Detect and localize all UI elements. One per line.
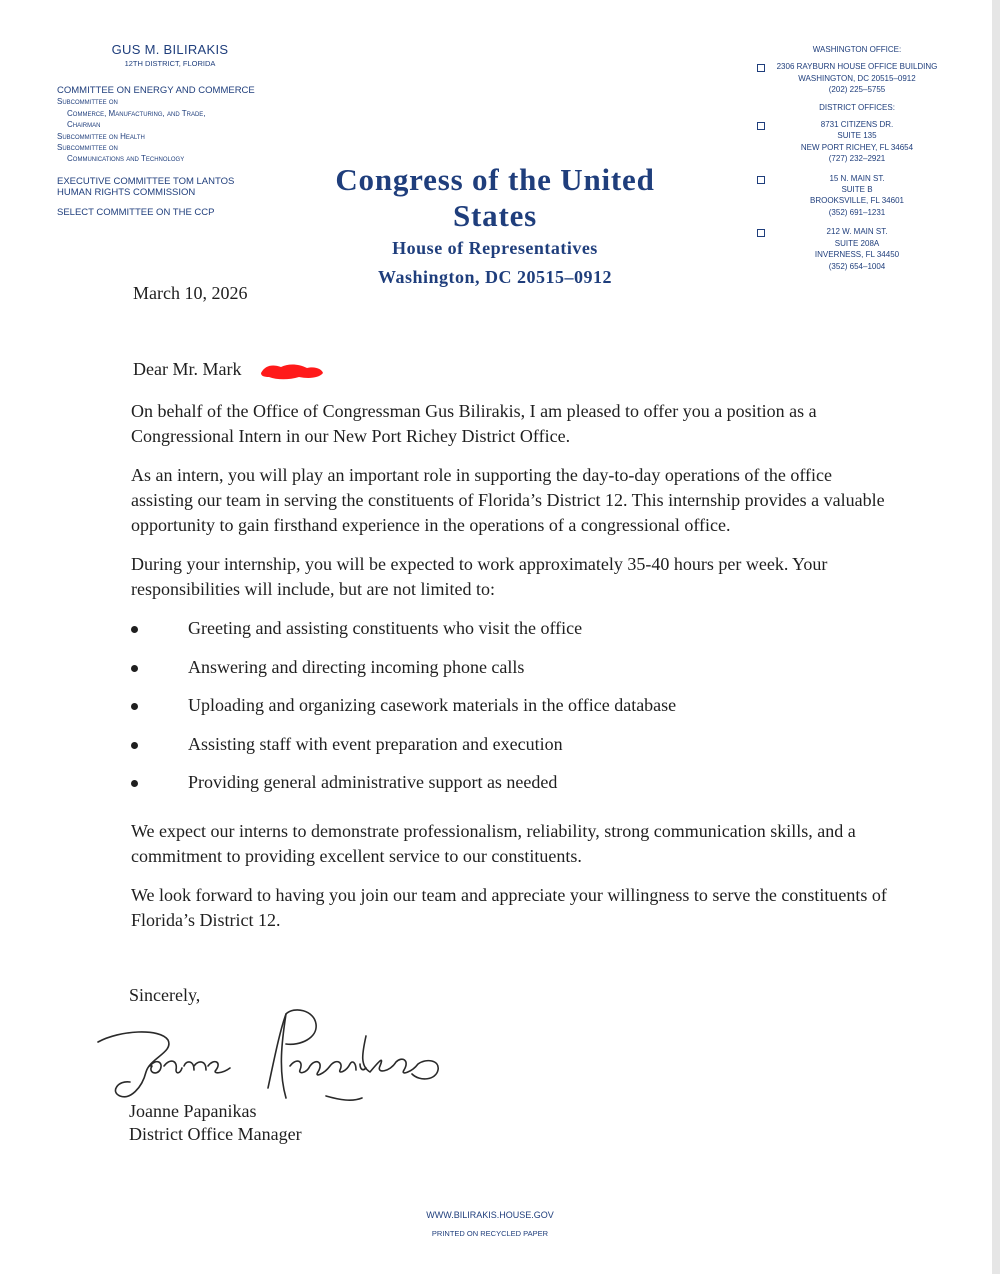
- subcommittee-label: Subcommittee on: [57, 143, 118, 153]
- bullet-icon: [131, 626, 138, 633]
- office-line: SUITE 135: [837, 131, 877, 141]
- responsibilities-list: [131, 616, 891, 809]
- commission-line: EXECUTIVE COMMITTEE TOM LANTOS: [57, 175, 235, 187]
- letter-body: [131, 399, 891, 947]
- masthead-city: Washington, DC 20515–0912: [377, 267, 613, 287]
- footer: [380, 1210, 600, 1238]
- masthead-congress: Congress of the United States: [335, 162, 655, 233]
- subcommittee-health: Subcommittee on Health: [57, 131, 145, 141]
- list-item-text: Answering and directing incoming phone calls: [188, 656, 525, 677]
- office-line: SUITE B: [841, 185, 873, 195]
- washington-office-header: WASHINGTON OFFICE:: [812, 45, 902, 54]
- list-item: [131, 693, 891, 732]
- bullet-icon: [131, 703, 138, 710]
- checkbox-icon: [757, 229, 765, 237]
- new-port-richey-office: [755, 119, 945, 165]
- handwritten-signature: [90, 1000, 460, 1110]
- bullet-icon: [131, 665, 138, 672]
- committee-list: [57, 85, 297, 218]
- list-item: [131, 655, 891, 694]
- bullet-icon: [131, 780, 138, 787]
- list-item-text: Uploading and organizing casework materials in the office database: [188, 695, 677, 715]
- checkbox-icon: [757, 176, 765, 184]
- office-line: 212 W. MAIN ST.: [826, 227, 888, 237]
- office-list: [755, 44, 945, 272]
- committee-main: COMMITTEE ON ENERGY AND COMMERCE: [57, 85, 255, 96]
- list-item-text: Assisting staff with event preparation and execution: [188, 733, 563, 754]
- list-item: [131, 732, 891, 771]
- signer-block: [129, 1100, 302, 1146]
- page-edge-shadow: [992, 0, 1000, 1274]
- office-line: WASHINGTON, DC 20515–0912: [798, 73, 916, 83]
- office-line: NEW PORT RICHEY, FL 34654: [800, 142, 914, 152]
- signer-title: District Office Manager: [129, 1124, 302, 1144]
- office-line: INVERNESS, FL 34450: [814, 250, 900, 260]
- office-line: 15 N. MAIN ST.: [829, 173, 885, 183]
- paragraph-offer: On behalf of the Office of Congressman Gus Bilirakis, I am pleased to offer you a position as a Congressional Intern in our New Port Richey District Office.: [131, 401, 817, 446]
- paragraph-hours: During your internship, you will be expected to work approximately 35-40 hours per week. Your responsibilities will include, but are not limited to:: [131, 554, 828, 599]
- recycled-notice: PRINTED ON RECYCLED PAPER: [431, 1229, 549, 1238]
- office-phone: (202) 225–5755: [828, 85, 886, 95]
- masthead: [300, 162, 690, 288]
- office-line: SUITE 208A: [834, 238, 880, 248]
- commission-line: HUMAN RIGHTS COMMISSION: [57, 187, 196, 199]
- district-offices-header: DISTRICT OFFICES:: [819, 102, 895, 112]
- subcommittee-name: Communications and Technology: [67, 154, 185, 164]
- member-block: [100, 42, 240, 68]
- checkbox-icon: [757, 64, 765, 72]
- checkbox-icon: [757, 122, 765, 130]
- paragraph-expectations: We expect our interns to demonstrate professionalism, reliability, strong communication skills, and a commitment to providing excellent service to our constituents.: [131, 820, 856, 866]
- bullet-icon: [131, 742, 138, 749]
- paragraph-role: As an intern, you will play an important role in supporting the day-to-day operations of the office assisting our team in serving the constituents of Florida’s District 12. This internship provides a valuable opportunity to gain firsthand experience in the operations of a congressional office.: [131, 465, 885, 535]
- subcommittee-label: Subcommittee on: [57, 97, 118, 107]
- paragraph-closing: We look forward to having you join our team and appreciate your willingness to serve the constituents of Florida’s District 12.: [131, 884, 887, 930]
- subcommittee-name: Commerce, Manufacturing, and Trade,: [67, 108, 206, 118]
- office-phone: (352) 691–1231: [828, 207, 886, 217]
- office-line: 8731 CITIZENS DR.: [820, 120, 894, 130]
- office-line: 2306 RAYBURN HOUSE OFFICE BUILDING: [776, 62, 938, 72]
- list-item: [131, 770, 891, 809]
- redaction-mark: [259, 361, 325, 381]
- inverness-office: [755, 226, 945, 272]
- list-item-text: Greeting and assisting constituents who visit the office: [188, 618, 583, 638]
- signer-name: Joanne Papanikas: [129, 1101, 257, 1121]
- list-item-text: Providing general administrative support as needed: [188, 772, 558, 792]
- closing: Sincerely,: [129, 985, 201, 1005]
- washington-office: [755, 61, 945, 95]
- brooksville-office: [755, 173, 945, 219]
- office-line: BROOKSVILLE, FL 34601: [810, 196, 904, 206]
- list-item: [131, 616, 891, 655]
- office-phone: (352) 654–1004: [828, 261, 886, 271]
- salutation: Dear Mr. Mark: [133, 359, 242, 379]
- letter-date: March 10, 2026: [133, 283, 248, 303]
- member-district: 12TH DISTRICT, FLORIDA: [124, 59, 216, 68]
- masthead-house: House of Representatives: [392, 238, 598, 258]
- select-committee: SELECT COMMITTEE ON THE CCP: [57, 206, 215, 218]
- member-name: GUS M. BILIRAKIS: [111, 42, 229, 57]
- office-phone: (727) 232–2921: [828, 154, 886, 164]
- subcommittee-role: Chairman: [67, 120, 101, 130]
- website-link[interactable]: WWW.BILIRAKIS.HOUSE.GOV: [426, 1210, 554, 1220]
